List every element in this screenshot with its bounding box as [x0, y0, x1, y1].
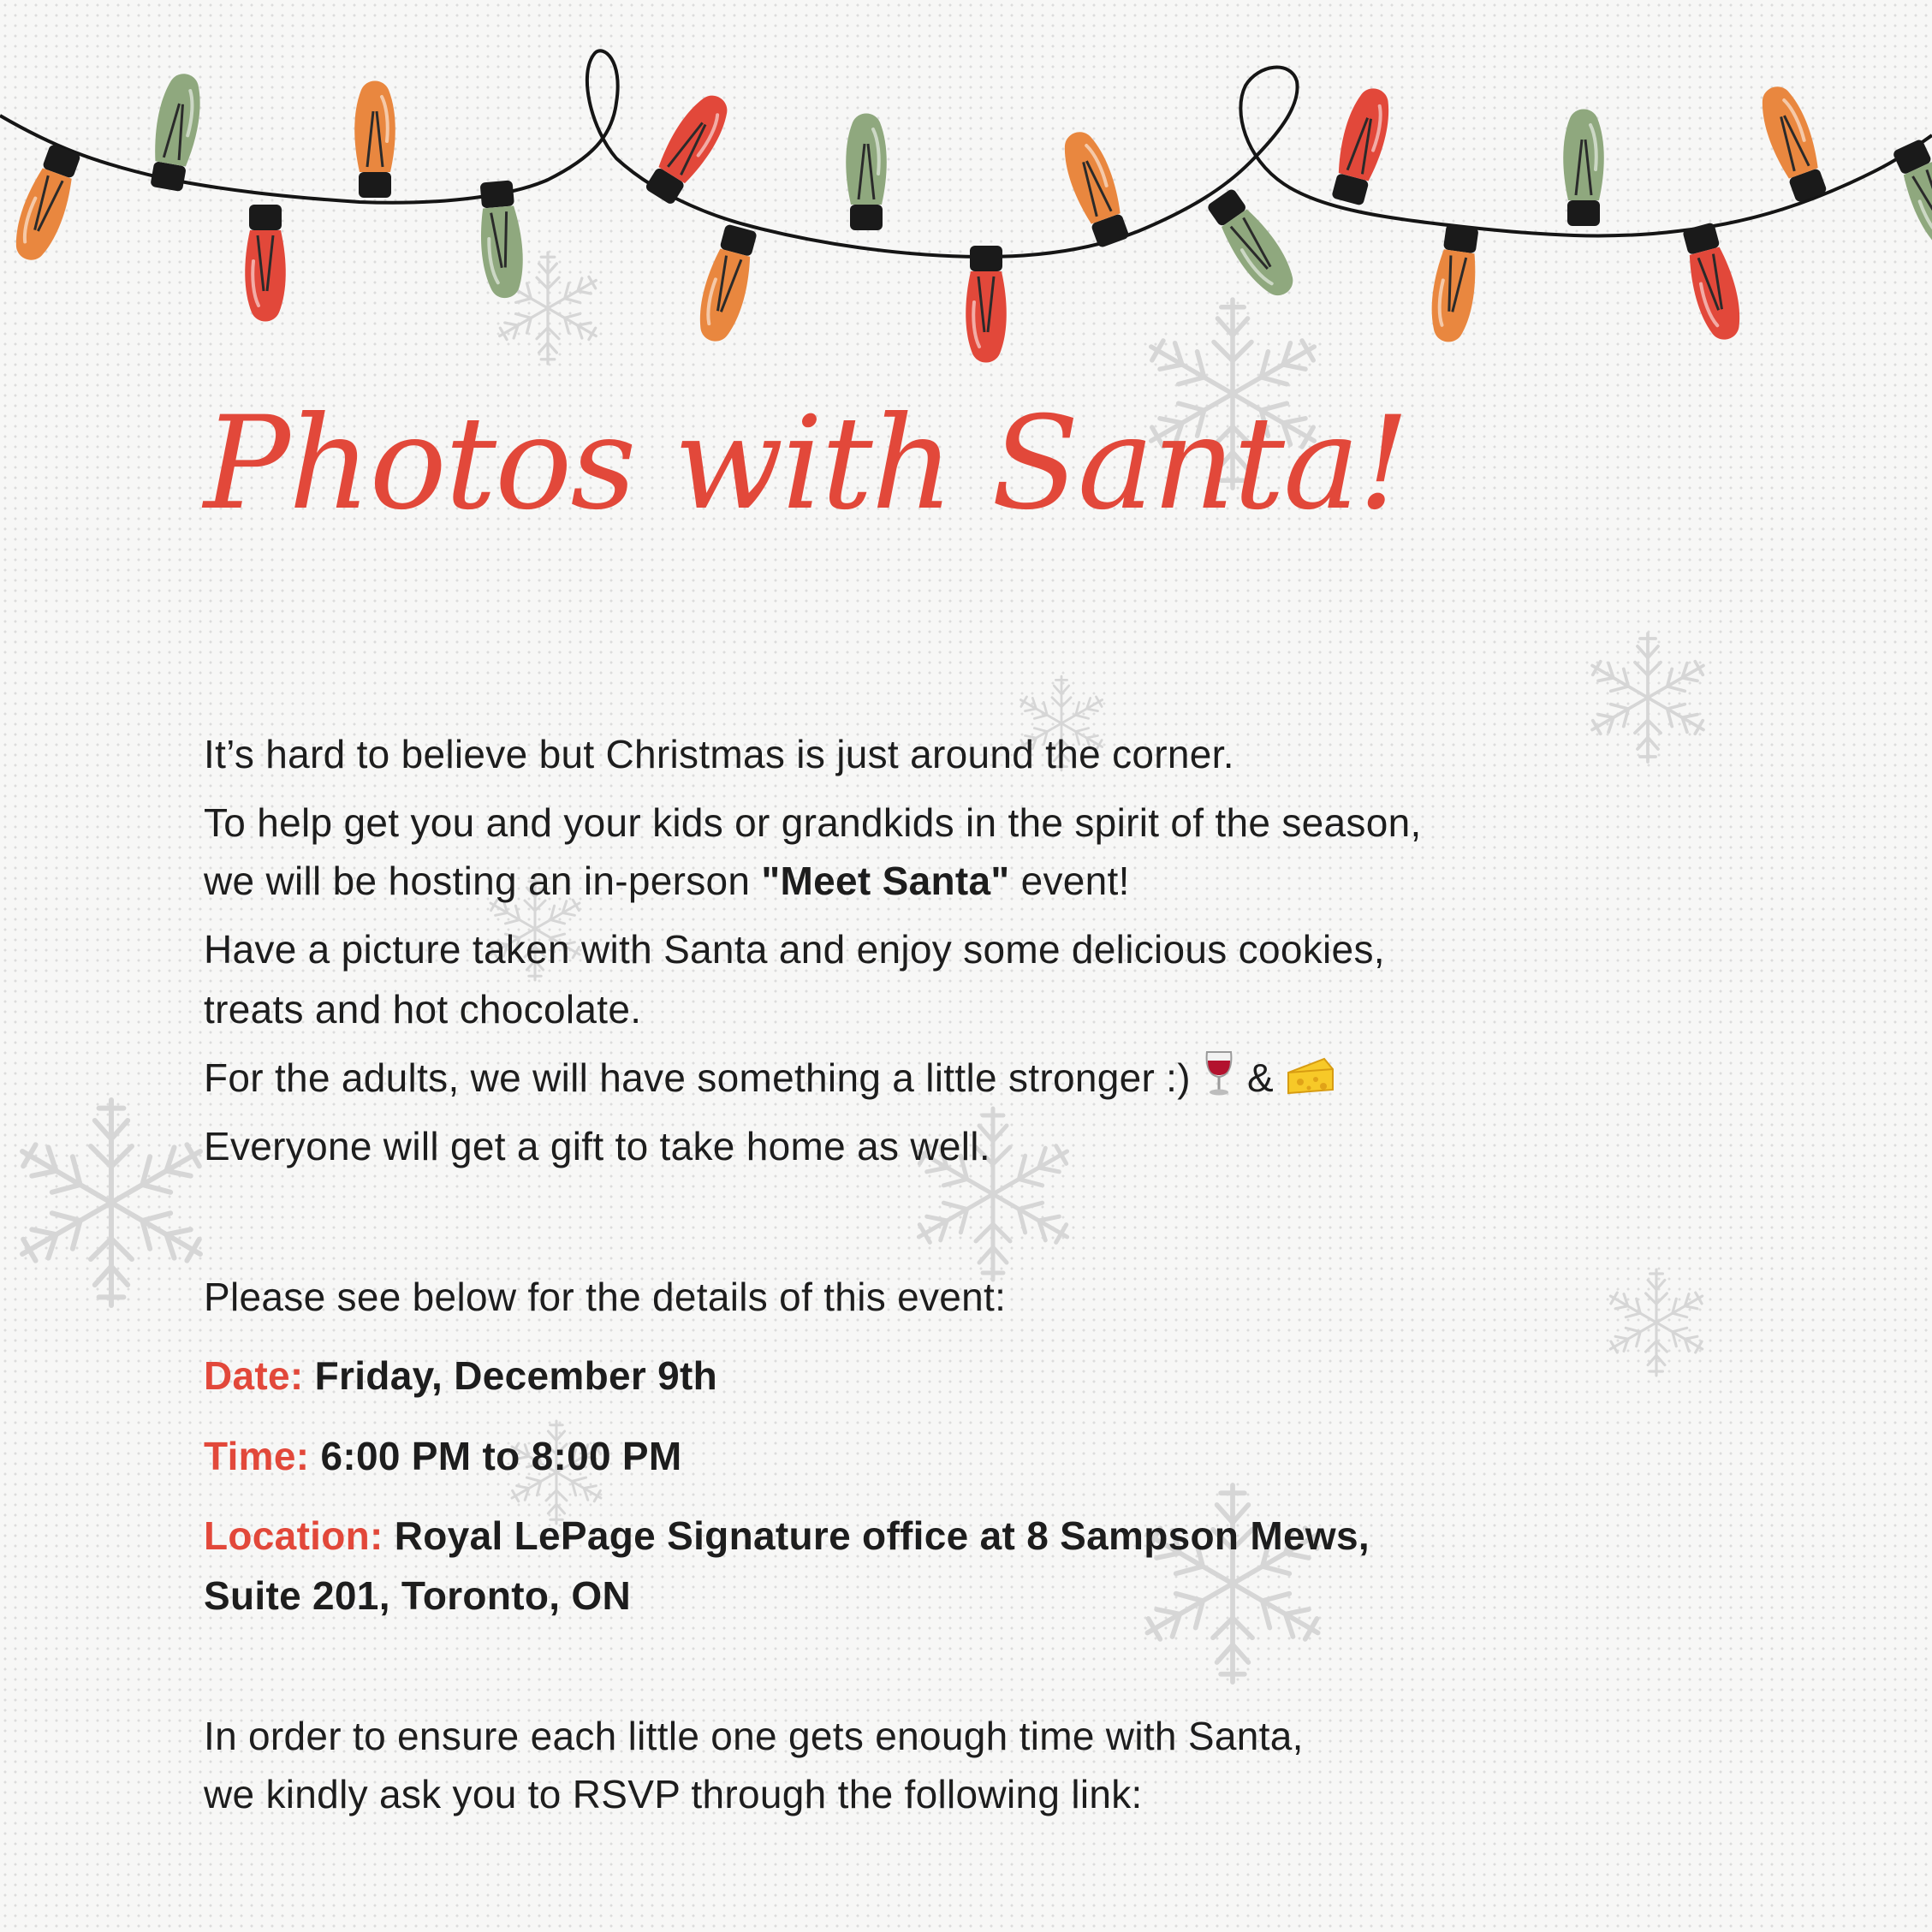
intro-line-2: To help get you and your kids or grandkids in the spirit of the season, [204, 800, 1422, 845]
intro-line-7: Everyone will get a gift to take home as well. [204, 1124, 990, 1168]
intro-line-6-ampersand: & [1235, 1055, 1286, 1100]
lights-wire [0, 51, 1932, 257]
time-label: Time: [204, 1434, 310, 1478]
intro-line-6 [204, 1048, 1336, 1113]
location-label: Location: [204, 1513, 383, 1558]
intro-line-3-end: event! [1009, 859, 1130, 903]
date-value: Friday, December 9th [303, 1353, 718, 1398]
detail-date [204, 1346, 717, 1406]
intro-line-4: Have a picture taken with Santa and enjoy some delicious cookies, [204, 927, 1385, 972]
wine-glass-icon [1202, 1049, 1236, 1113]
date-label: Date: [204, 1353, 304, 1398]
location-value-line-1: Royal LePage Signature office at 8 Sampson Mews, [383, 1513, 1370, 1558]
page-title: Photos with Santa! [204, 389, 1408, 538]
details-lead: Please see below for the details of this event: [204, 1275, 1007, 1319]
cheese-icon [1285, 1053, 1336, 1113]
intro-line-5: treats and hot chocolate. [204, 987, 642, 1031]
intro-line-1: It’s hard to believe but Christmas is just around the corner. [204, 732, 1234, 776]
closing-line-1: In order to ensure each little one gets enough time with Santa, [204, 1714, 1304, 1758]
intro-line-3 [204, 851, 1130, 911]
closing-line-2: we kindly ask you to RSVP through the following link: [204, 1772, 1143, 1816]
intro-line-3-start: we will be hosting an in-person [204, 859, 762, 903]
detail-time [204, 1426, 682, 1486]
light-bulbs [7, 70, 1932, 362]
meet-santa-highlight: "Meet Santa" [761, 859, 1010, 903]
location-value-line-2: Suite 201, Toronto, ON [204, 1573, 632, 1618]
intro-line-6-text: For the adults, we will have something a little stronger :) [204, 1055, 1202, 1100]
time-value: 6:00 PM to 8:00 PM [309, 1434, 682, 1478]
detail-location [204, 1506, 1370, 1566]
